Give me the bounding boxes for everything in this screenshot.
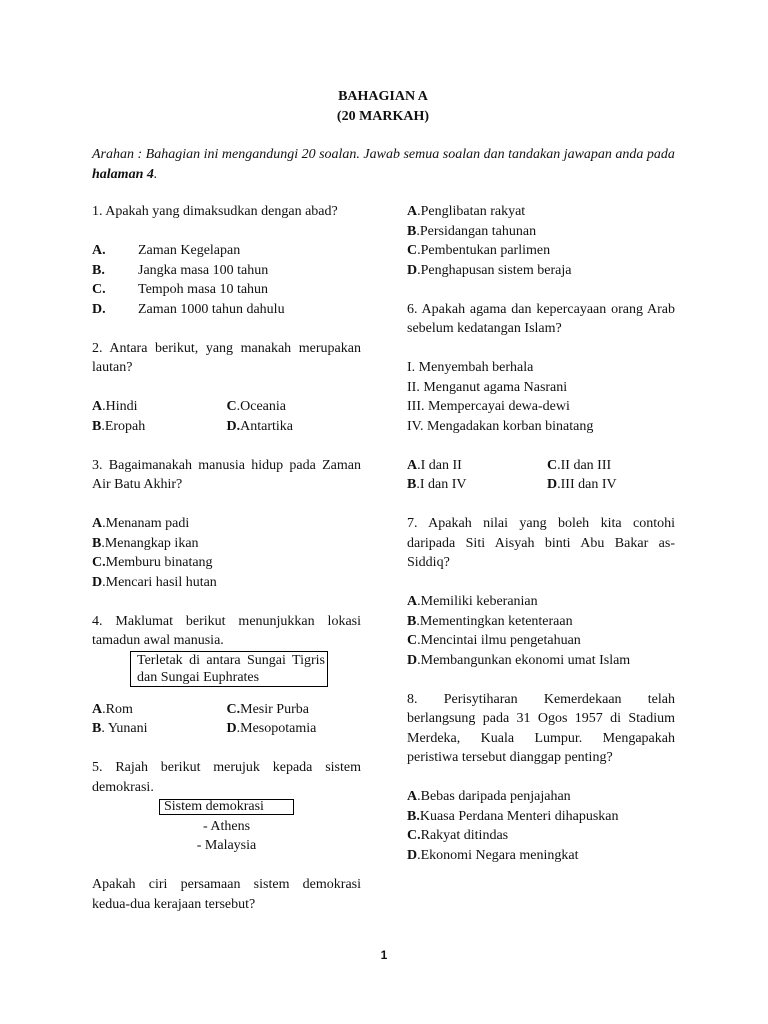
option-c[interactable]: C.Mencintai ilmu pengetahuan [407,633,581,648]
option-d[interactable]: D.Mencari hasil hutan [92,574,217,590]
left-column [92,202,361,914]
question-text: 1. Apakah yang dimaksudkan dengan abad? [92,204,338,219]
section-title: BAHAGIAN A [338,89,428,104]
question-text: 3. Bagaimanakah manusia hidup pada Zaman Air Batu Akhir? [92,457,361,492]
question-3 [92,456,361,593]
democracy-item-malaysia: - Malaysia [196,838,257,853]
option-b[interactable]: B. Yunani [92,721,148,736]
option-d[interactable]: D.Mesopotamia [226,721,317,736]
option-b[interactable]: B.I dan IV [407,477,467,492]
option-a[interactable]: A.Hindi [92,399,138,414]
option-c[interactable]: C.Mesir Purba [226,701,309,717]
location-box: Terletak di antara Sungai Tigris dan Sungai Euphrates [130,651,328,687]
question-text: 8. Perisytiharan Kemerdekaan telah berlangsung pada 31 Ogos 1957 di Stadium Merdeka, Kuala Lumpur. Mengapakah peristiwa tersebut dianggap penting? [407,691,675,765]
democracy-box: Sistem demokrasi [159,799,294,815]
question-text: 7. Apakah nilai yang boleh kita contohi daripada Siti Aisyah binti Abu Bakar as-Siddiq? [407,516,675,570]
section-marks: (20 MARKAH) [336,108,430,124]
option-d[interactable]: D.Antartika [226,418,293,434]
instructions-end: . [153,166,158,182]
statement: I. Menyembah berhala [407,360,534,375]
option-a[interactable]: A.Penglibatan rakyat [407,204,526,219]
option-a[interactable]: A.Rom [92,701,133,717]
question-text: 6. Apakah agama dan kepercayaan orang Arab sebelum kedatangan Islam? [407,301,675,336]
option-a[interactable]: A.Menanam padi [92,516,190,531]
option-d[interactable]: D. Zaman 1000 tahun dahulu [92,301,285,317]
democracy-item-athens: - Athens [202,818,251,834]
instructions-page-ref: halaman 4 [92,166,154,182]
question-5-options [407,202,675,280]
option-a[interactable]: A. Zaman Kegelapan [92,243,241,258]
question-6 [407,300,675,495]
option-b[interactable]: B. Jangka masa 100 tahun [92,262,269,278]
question-text: 4. Maklumat berikut menunjukkan lokasi tamadun awal manusia. [92,613,361,648]
option-d[interactable]: D.Ekonomi Negara meningkat [407,847,579,863]
instructions-text: Arahan : Bahagian ini mengandungi 20 soalan. Jawab semua soalan dan tandakan jawapan anda pada [92,147,675,162]
question-8 [407,690,675,866]
question-text: 5. Rajah berikut merujuk kepada sistem demokrasi. [92,760,361,795]
statement: III. Mempercayai dewa-dewi [407,399,570,414]
option-c[interactable]: C.Memburu binatang [92,555,213,570]
option-b[interactable]: B.Kuasa Perdana Menteri dihapuskan [407,808,619,824]
section-header [0,87,768,126]
question-5 [92,758,361,914]
option-b[interactable]: B.Menangkap ikan [92,535,199,551]
right-column [407,202,675,865]
option-a[interactable]: A.Bebas daripada penjajahan [407,789,571,804]
question-4 [92,612,361,739]
instructions [92,145,676,184]
option-a[interactable]: A.I dan II [407,457,462,473]
page-number: 1 [380,948,388,962]
question-text: 2. Antara berikut, yang manakah merupakan lautan? [92,340,361,375]
option-c[interactable]: C. Tempoh masa 10 tahun [92,282,269,297]
option-d[interactable]: D.Penghapusan sistem beraja [407,262,572,278]
statement: II. Menganut agama Nasrani [407,379,568,395]
option-c[interactable]: C.Rakyat ditindas [407,828,509,843]
option-c[interactable]: C.Oceania [226,399,286,414]
option-d[interactable]: D.III dan IV [547,477,617,492]
option-c[interactable]: C.II dan III [547,457,612,473]
option-d[interactable]: D.Membangunkan ekonomi umat Islam [407,652,631,668]
option-b[interactable]: B.Eropah [92,418,146,434]
question-7 [407,514,675,670]
question-2 [92,339,361,437]
question-subtext: Apakah ciri persamaan sistem demokrasi kedua-dua kerajaan tersebut? [92,877,361,912]
statement: IV. Mengadakan korban binatang [407,418,594,434]
option-b[interactable]: B.Mementingkan ketenteraan [407,613,573,629]
question-1 [92,202,361,319]
option-a[interactable]: A.Memiliki keberanian [407,594,538,609]
option-c[interactable]: C.Pembentukan parlimen [407,243,551,258]
option-b[interactable]: B.Persidangan tahunan [407,223,537,239]
